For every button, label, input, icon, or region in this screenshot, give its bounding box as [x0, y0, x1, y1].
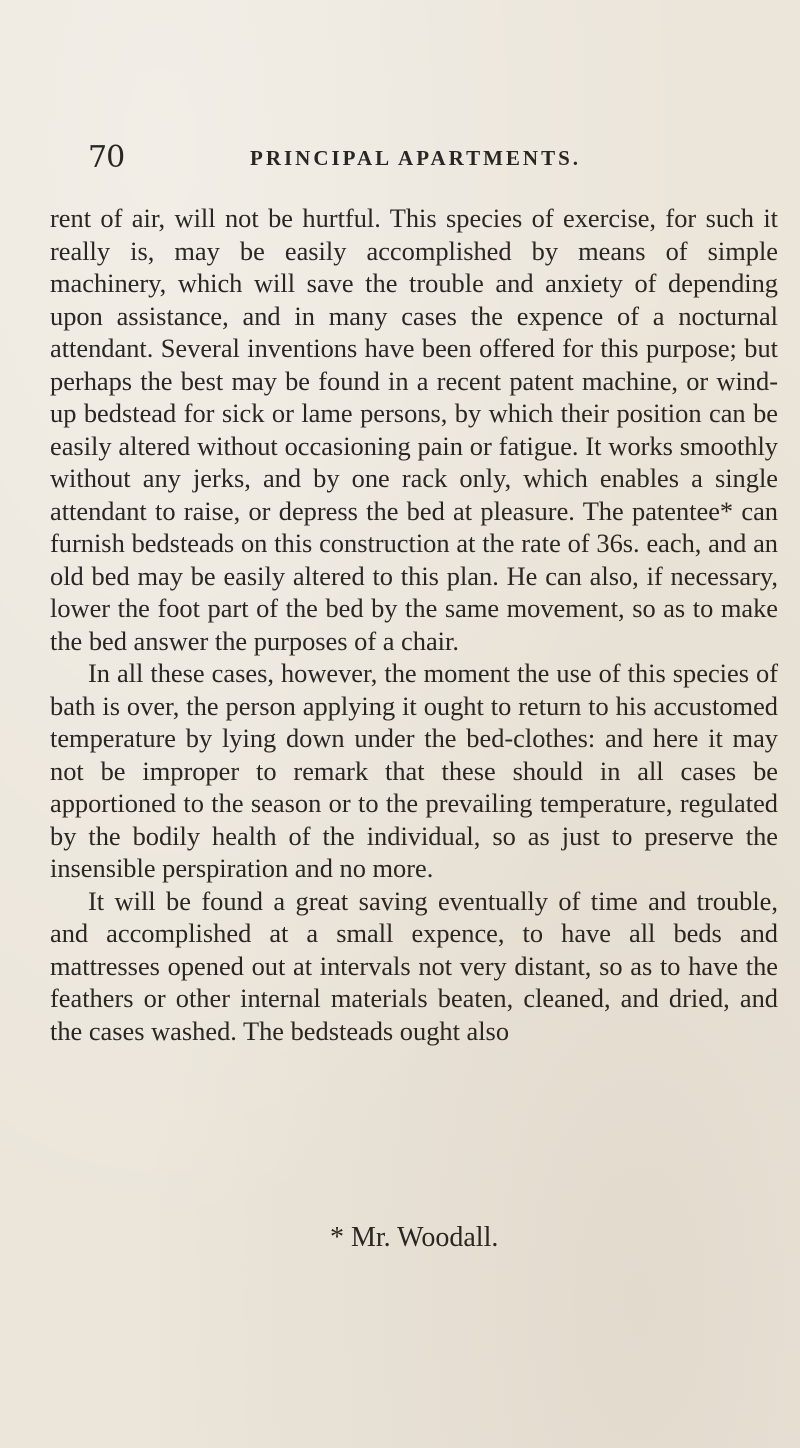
paragraph-2: In all these cases, however, the moment the use of this species of bath is over, the person applying it ought to return to his accustomed temperature by lying down under the bed-clothes: and here it may not be improper to remark that these should in all cases be apportioned to the season or to the prevailing temperature, regulated by the bodily health of the individual, so as just to preserve the insensible perspiration and no more.	[50, 658, 778, 883]
running-head: PRINCIPAL APARTMENTS.	[250, 146, 582, 170]
body-text	[50, 202, 778, 1047]
paragraph-3: It will be found a great saving eventually of time and trouble, and accomplished at a small expence, to have all beds and mattresses opened out at intervals not very distant, so as to have the feathers or other internal materials beaten, cleaned, and dried, and the cases washed. The bedsteads ought also	[50, 885, 778, 1046]
page-number: 70	[88, 140, 125, 175]
page-header	[88, 140, 748, 180]
footnote: * Mr. Woodall.	[330, 1222, 499, 1253]
paragraph-1: rent of air, will not be hurtful. This species of exercise, for such it really is, may be easily accomplished by means of simple machinery, which will save the trouble and anxiety of depending upon assistance, and in many cases the expence of a nocturnal attendant. Several inventions have been offered for this purpose; but perhaps the best may be found in a recent patent machine, or wind-up bedstead for sick or lame persons, by which their position can be easily altered without occasioning pain or fatigue. It works smoothly without any jerks, and by one rack only, which enables a single attendant to raise, or depress the bed at pleasure. The patentee* can furnish bedsteads on this construction at the rate of 36s. each, and an old bed may be easily altered to this plan. He can also, if necessary, lower the foot part of the bed by the same movement, so as to make the bed answer the purposes of a chair.	[50, 203, 778, 656]
